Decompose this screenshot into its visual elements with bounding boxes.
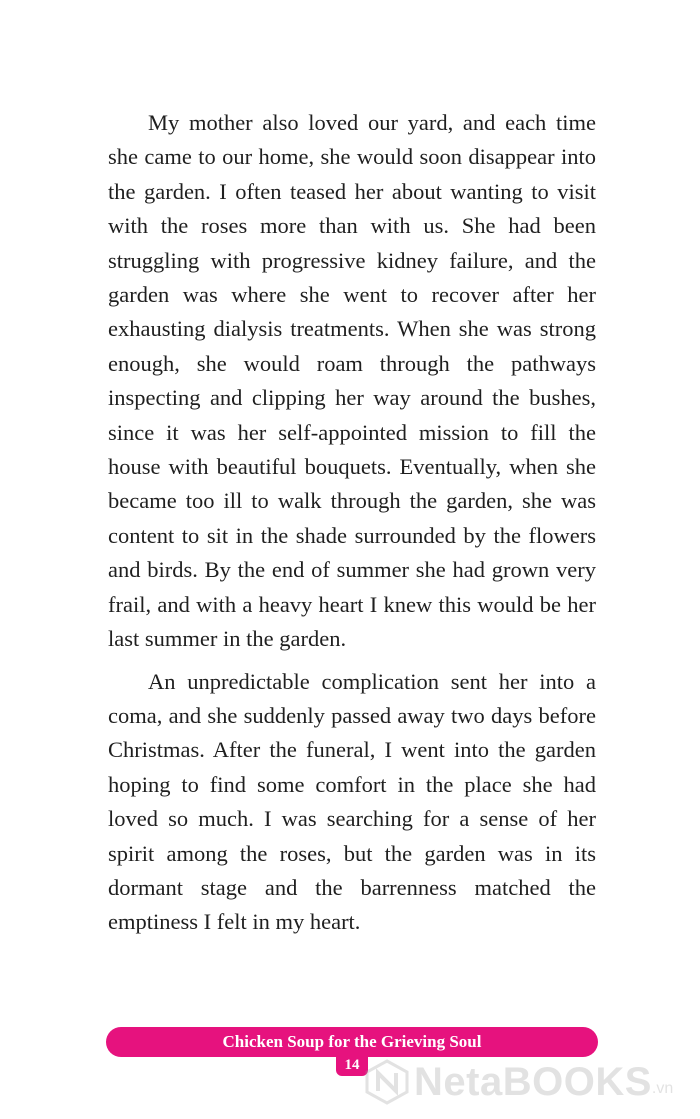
watermark (364, 1058, 673, 1106)
netabooks-logo-icon (364, 1059, 410, 1105)
page-body (108, 106, 596, 940)
footer-banner (106, 1027, 598, 1057)
paragraph-1: My mother also loved our yard, and each time she came to our home, she would soon disappear into the garden. I often teased her about wanting to visit with the roses more than with us. She had been struggling with progressive kidney failure, and the garden was where she went to recover after her exhausting dialysis treatments. When she was strong enough, she would roam through the pathways inspecting and clipping her way around the bushes, since it was her self-appointed mission to fill the house with beautiful bouquets. Eventually, when she became too ill to walk through the garden, she was content to sit in the shade surrounded by the flowers and birds. By the end of summer she had grown very frail, and with a heavy heart I knew this would be her last summer in the garden. (108, 110, 596, 652)
book-title: Chicken Soup for the Grieving Soul (222, 1032, 482, 1051)
watermark-brand: NetaBOOKS (414, 1059, 652, 1104)
watermark-suffix: .vn (651, 1080, 674, 1097)
page-number: 14 (344, 1056, 360, 1073)
paragraph-2: An unpredictable complication sent her into a coma, and she suddenly passed away two days before Christmas. After the funeral, I went into the garden hoping to find some comfort in the place she had loved so much. I was searching for a sense of her spirit among the roses, but the garden was in its dormant stage and the barrenness matched the emptiness I felt in my heart. (108, 668, 596, 935)
